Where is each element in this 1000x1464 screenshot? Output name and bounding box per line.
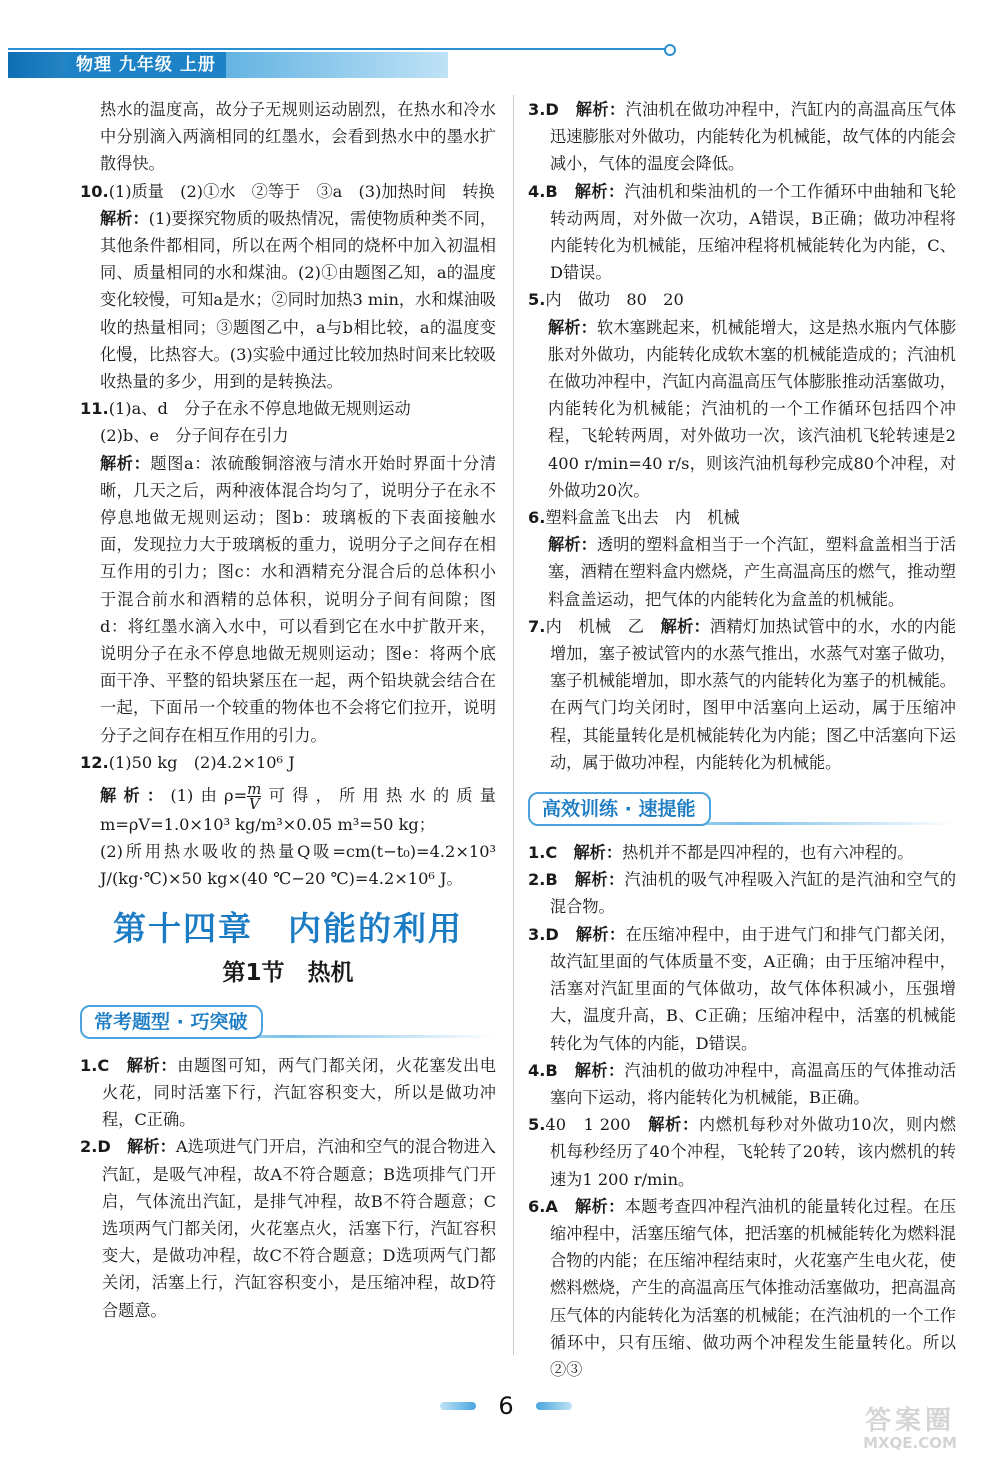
page-number-ornament-left [440, 1402, 476, 1410]
exercise-5-analysis [528, 314, 956, 504]
density-fraction [247, 780, 262, 814]
answer-choice: C [545, 843, 558, 863]
analysis-label: 解析： [575, 100, 626, 119]
answer-text: 内 做功 80 20 [545, 290, 684, 310]
analysis-label: 解析： [126, 1055, 178, 1075]
analysis-label: 解析： [100, 208, 149, 228]
answer-choice: D [545, 100, 559, 119]
exercise-6-analysis [528, 531, 956, 613]
analysis-text: 热机并不都是四冲程的，也有六冲程的。 [622, 843, 914, 863]
question-number: 1. [80, 1055, 98, 1075]
question-number: 3. [528, 100, 546, 119]
analysis-text-2: 可得，所用热水的质量m=ρV=1.0×10³ kg/m³×0.05 m³=50 kg； [100, 786, 496, 835]
question-number: 6. [528, 508, 546, 528]
question-number: 2. [528, 870, 546, 890]
fraction-numerator: m [247, 780, 262, 799]
exercise-3 [528, 96, 956, 178]
answer-text: 内 机械 乙 [545, 616, 645, 636]
question-11-answer-1 [80, 395, 496, 422]
analysis-text: A选项进气门开启，汽油和空气的混合物进入汽缸，是吸气冲程，故A不符合题意；B选项排气门开启，气体流出汽缸，是排气冲程，故B不符合题意；C选项两气门都关闭，火花塞点火，活塞下行，汽缸容积变大，是做功冲程，故C不符合题意；D选项两气门都关闭，活塞上行，汽缸容积变小，是压缩冲程，故D符合题意。 [102, 1137, 496, 1320]
question-11-answer-2: (2)b、e 分子间存在引力 [100, 426, 289, 446]
exercise-2 [80, 1133, 496, 1323]
question-11-analysis [80, 450, 496, 749]
watermark-line-2: MXQE.COM [863, 1434, 957, 1452]
analysis-text: 题图a：浓硫酸铜溶液与清水开始时界面十分清晰，几天之后，两种液体混合均匀了，说明分子在永不停息地做无规则运动；图b：玻璃板的下表面接触水面，发现拉力大于玻璃板的重力，说明分子之间存在相互作用的引力；图c：水和酒精充分混合后的总体积小于混合前水和酒精的总体积，说明分子间有间隙；图d：将红墨水滴入水中，可以看到它在水中扩散开来，说明分子在永不停息地做无规则运动；图e：将两个底面干净、平整的铅块紧压在一起，两个铅块就会结合在一起，下面吊一个较重的物体也不会将它们拉开，说明分子之间存在相互作用的引力。 [100, 453, 497, 745]
question-number: 1. [528, 843, 546, 863]
analysis-text: 汽油机的做功冲程中，高温高压的气体推动活塞向下运动，将内能转化为机械能，B正确。 [550, 1060, 957, 1107]
analysis-label: 解析： [660, 616, 710, 636]
answer-choice: C [97, 1055, 110, 1075]
analysis-text: 软木塞跳起来，机械能增大，这是热水瓶内气体膨胀对外做功，内能转化成软木塞的机械能造成的；汽油机在做功冲程中，汽缸内高温高压气体膨胀推动活塞做功，内能转化为机械能；汽油机的一个工作循环包括四个冲程，飞轮转两周，对外做功一次，该汽油机飞轮转速是2 400 r/min=40 r/s，则该汽油机每秒完成80个冲程，对外做功20次。 [548, 317, 957, 500]
question-number: 5. [528, 290, 546, 310]
question-number: 6. [528, 1196, 546, 1216]
question-number: 4. [528, 1060, 546, 1080]
analysis-label: 解析： [573, 843, 623, 863]
answer-text: (1)质量 (2)①水 ②等于 ③a (3)加热时间 转换 [108, 181, 495, 201]
training-4 [528, 1057, 956, 1111]
analysis-label: 解析： [574, 1196, 625, 1216]
training-3 [528, 921, 956, 1057]
analysis-label: 解析： [648, 1115, 699, 1135]
question-number: 12. [80, 752, 109, 772]
analysis-label: 解析： [100, 453, 151, 473]
page-number: 6 [498, 1392, 514, 1420]
left-column [80, 96, 496, 1324]
exercise-4 [528, 178, 956, 287]
answer-choice: B [545, 1060, 558, 1080]
analysis-text: 由题图可知，两气门都关闭，火花塞发出电火花，同时活塞下行，汽缸容积变大，所以是做功冲程，C正确。 [102, 1055, 496, 1130]
analysis-label: 解析： [127, 1137, 176, 1157]
analysis-text: 本题考查四冲程汽油机的能量转化过程。在压缩冲程中，活塞压缩气体，把活塞的机械能转化为燃料混合物的内能；在压缩冲程结束时，火花塞产生电火花，使燃料燃烧，产生的高温高压气体推动活塞做功，把高温高压气体的内能转化为活塞的机械能；在汽油机的一个工作循环中，只有压缩、做功两个冲程发生能量转化。所以②③ [550, 1196, 957, 1379]
question-12-analysis [80, 782, 496, 838]
question-number: 4. [528, 181, 546, 201]
section-banner-typical-questions: 常考题型 · 巧突破 [80, 1005, 263, 1039]
header-rule-end-icon [664, 44, 676, 56]
training-5 [528, 1111, 956, 1193]
answer-choice: A [545, 1196, 558, 1216]
analysis-label: 解析： [574, 181, 625, 201]
question-number: 2. [80, 1137, 98, 1157]
analysis-text: 汽油机和柴油机的一个工作循环中曲轴和飞轮转动两周，对外做一次功，A错误，B正确；做功冲程将内能转化为机械能，压缩冲程将机械能转化为内能，C、D错误。 [550, 181, 957, 283]
header-rule [8, 48, 668, 50]
answer-text: (1)50 kg (2)4.2×10⁶ J [108, 752, 295, 772]
training-1 [528, 839, 956, 866]
page-number-ornament-right [536, 1402, 572, 1410]
exercise-1 [80, 1052, 496, 1134]
page-header-title: 物理 九年级 上册 [66, 52, 226, 78]
question-10-answer [80, 178, 496, 205]
question-10-analysis [80, 205, 496, 395]
answer-text: 40 1 200 [545, 1115, 631, 1135]
analysis-label: 解析： [100, 786, 171, 806]
question-12-analysis-part-2: (2)所用热水吸收的热量Q吸=cm(t−t₀)=4.2×10³ J/(kg·℃)×50 kg×(40 ℃−20 ℃)=4.2×10⁶ J。 [100, 842, 496, 889]
analysis-text: 内燃机每秒对外做功10次，则内燃机每秒经历了40个冲程，飞轮转了20转，该内燃机的转速为1 200 r/min。 [550, 1115, 956, 1189]
analysis-text-1: (1)由ρ= [170, 786, 248, 806]
question-number: 10. [80, 181, 109, 201]
continued-text: 热水的温度高，故分子无规则运动剧烈，在热水和冷水中分别滴入两滴相同的红墨水，会看到热水中的墨水扩散得快。 [100, 100, 496, 174]
exercise-5-answer [528, 286, 956, 313]
training-2 [528, 866, 956, 920]
answer-choice: D [97, 1137, 111, 1157]
answer-choice: B [545, 181, 558, 201]
watermark [830, 1406, 990, 1460]
question-number: 7. [528, 616, 546, 636]
analysis-label: 解析： [575, 924, 626, 944]
analysis-text: 汽油机的吸气冲程吸入汽缸的是汽油和空气的混合物。 [550, 870, 957, 917]
analysis-text: 透明的塑料盒相当于一个汽缸，塑料盒盖相当于活塞，酒精在塑料盒内燃烧，产生高温高压的燃气，推动塑料盒盖运动，把气体的内能转化为盒盖的机械能。 [548, 535, 957, 609]
analysis-label: 解析： [574, 870, 625, 890]
column-divider [513, 95, 514, 1355]
answer-choice: B [545, 870, 558, 890]
watermark-line-1: 答案圈 [864, 1406, 955, 1436]
analysis-text: 酒精灯加热试管中的水，水的内能增加，塞子被试管内的水蒸气推出，水蒸气对塞子做功，塞子机械能增加，即水蒸气的内能转化为塞子的机械能。在两气门均关闭时，图甲中活塞向上运动，属于压缩冲程，其能量转化是机械能转化为内能；图乙中活塞向下运动，属于做功冲程，内能转化为机械能。 [550, 616, 957, 772]
exercise-6-answer [528, 504, 956, 531]
analysis-label: 解析： [574, 1060, 625, 1080]
section-banner-efficient-training: 高效训练 · 速提能 [528, 792, 711, 826]
question-12-answer [80, 749, 496, 776]
analysis-label: 解析： [548, 317, 597, 337]
chapter-title: 第十四章 内能的利用 [113, 908, 463, 948]
fraction-denominator: V [248, 795, 260, 814]
answer-text: 塑料盒盖飞出去 内 机械 [545, 508, 740, 528]
analysis-text: 汽油机在做功冲程中，汽缸内的高温高压气体迅速膨胀对外做功，内能转化为机械能，故气体的内能会减小，气体的温度会降低。 [550, 100, 957, 174]
training-6 [528, 1193, 956, 1383]
question-number: 3. [528, 924, 546, 944]
section-title: 第1节 热机 [222, 959, 354, 986]
exercise-7 [528, 613, 956, 776]
answer-text: (1)a、d 分子在永不停息地做无规则运动 [108, 399, 411, 419]
right-column [528, 96, 956, 1383]
answer-choice: D [545, 924, 559, 944]
question-number: 11. [80, 399, 109, 419]
question-number: 5. [528, 1115, 546, 1135]
analysis-text: (1)要探究物质的吸热情况，需使物质种类不同，其他条件都相同，所以在两个相同的烧杯中加入初温相同、质量相同的水和煤油。(2)①由题图乙知，a的温度变化较慢，可知a是水；②同时加热3 min，水和煤油吸收的热量相同；③题图乙中，a与b相比较，a的温度变化慢，比热容大。(3)实验中通过比较加热时间来比较吸收热量的多少，用到的是转换法。 [100, 208, 497, 392]
analysis-text: 在压缩冲程中，由于进气门和排气门都关闭，故汽缸里面的气体质量不变，A正确；由于压缩冲程中，活塞对汽缸里面的气体做功，故气体体积减小，压强增大，温度升高，B、C正确；压缩冲程中，活塞的机械能转化为气体的内能，D错误。 [550, 924, 957, 1053]
analysis-label: 解析： [548, 535, 597, 555]
